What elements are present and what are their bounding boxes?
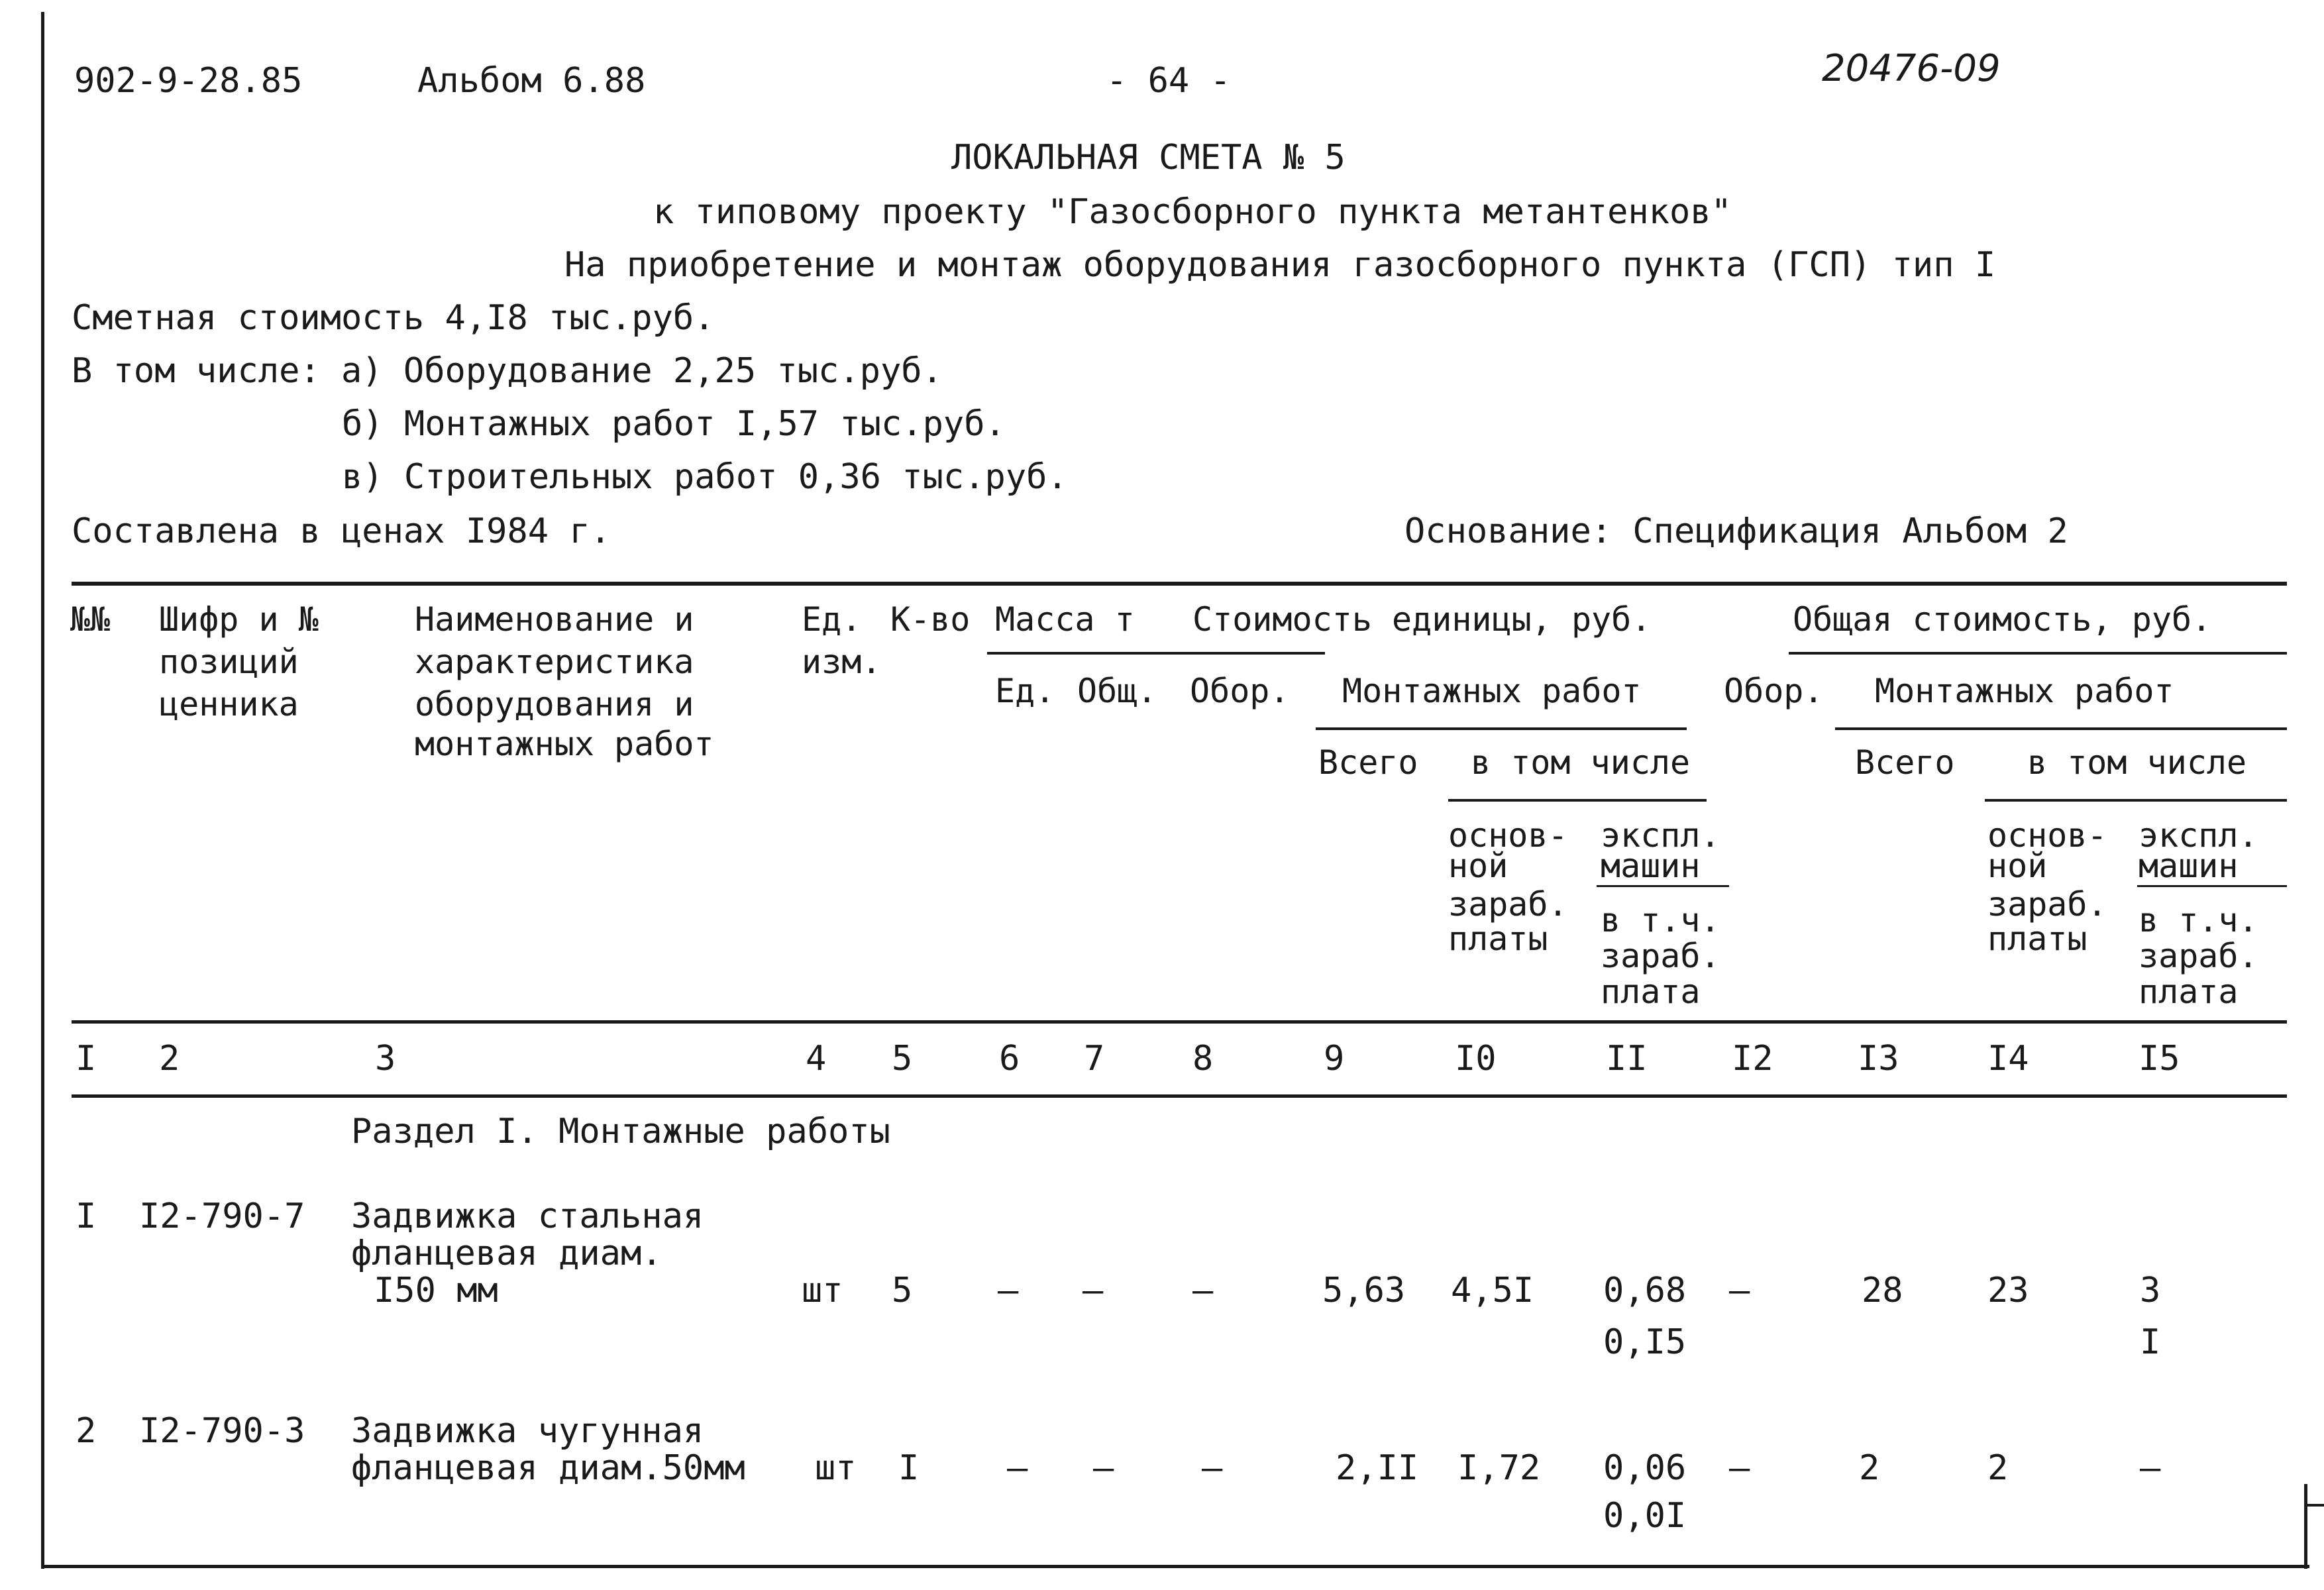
col-code-header-2: позиций: [159, 643, 299, 681]
row1-machines-sum: 3: [2140, 1271, 2161, 1310]
col-name-header-1: Наименование и: [415, 600, 694, 639]
col-number-8: 8: [1192, 1039, 1214, 1079]
row1-install-total: 5,63: [1322, 1271, 1406, 1310]
col-base-wage-sum-3: зараб.: [1987, 885, 2107, 924]
col-number-2: 2: [159, 1039, 180, 1079]
col-name-header-3: оборудования и: [415, 685, 694, 723]
row2-equip: –: [1202, 1448, 1223, 1488]
col-qty-header: К-во: [890, 600, 971, 639]
scope-title: На приобретение и монтаж оборудования газосборного пункта (ГСП) тип I: [564, 245, 1996, 285]
col-machines-wage-3: плата: [1601, 973, 1701, 1011]
col-machines-1: экспл.: [1601, 816, 1720, 855]
col-number-12: I2: [1732, 1039, 1773, 1079]
row2-machines: 0,06: [1603, 1448, 1687, 1488]
row2-equip-total: –: [1729, 1448, 1750, 1488]
row1-mass-unit: –: [998, 1271, 1019, 1310]
row1-base-wage-sum: 23: [1987, 1271, 2029, 1310]
rule-install-total: [1835, 727, 2287, 730]
row1-equip-total: –: [1729, 1271, 1750, 1310]
rule-including-total: [1985, 799, 2287, 802]
row2-machines-wage: 0,0I: [1603, 1496, 1687, 1536]
col-number-15: I5: [2139, 1039, 2180, 1079]
row1-no: I: [76, 1196, 97, 1236]
project-title: к типовому проекту "Газосборного пункта метантенков": [653, 192, 1732, 232]
page-right-mark: [2304, 1484, 2307, 1569]
col-mass-unit-header: Ед.: [995, 672, 1055, 710]
col-total-unit-header: Всего: [1318, 743, 1418, 782]
rule-total-cost: [1789, 652, 2287, 655]
col-base-wage-3: зараб.: [1448, 885, 1568, 924]
archive-stamp: 20476-09: [1822, 47, 2001, 90]
col-base-wage-sum-4: платы: [1987, 920, 2087, 958]
col-name-header-4: монтажных работ: [415, 725, 714, 763]
rule-including-unit: [1448, 799, 1707, 802]
col-number-7: 7: [1084, 1039, 1105, 1079]
cost-equipment: В том числе: а) Оборудование 2,25 тыс.руб.: [72, 351, 943, 391]
row2-qty: I: [898, 1448, 920, 1488]
row2-base-wage-sum: 2: [1987, 1448, 2009, 1488]
col-no-header: №№: [70, 600, 111, 639]
rule-install-unit: [1316, 727, 1687, 730]
row2-mass-unit: –: [1007, 1448, 1028, 1488]
section-title: Раздел I. Монтажные работы: [351, 1112, 890, 1151]
page-left-border: [41, 12, 44, 1569]
rule-mass-cost: [987, 652, 1325, 655]
col-including-unit-header: в том числе: [1471, 743, 1691, 782]
col-unit-header-2: изм.: [802, 643, 882, 681]
row2-machines-sum: –: [2140, 1448, 2161, 1488]
row1-code: I2-790-7: [139, 1196, 305, 1236]
col-unit-cost-header: Стоимость единицы, руб.: [1192, 600, 1652, 639]
estimated-cost: Сметная стоимость 4,I8 тыс.руб.: [72, 298, 715, 338]
table-top-rule: [72, 582, 2287, 586]
col-number-10: I0: [1455, 1039, 1497, 1079]
col-number-3: 3: [375, 1039, 396, 1079]
row1-name-2: фланцевая диам.: [351, 1234, 662, 1273]
col-number-13: I3: [1858, 1039, 1899, 1079]
rule-machines-total: [2137, 885, 2287, 887]
col-machines-sum-1: экспл.: [2139, 816, 2258, 855]
col-base-wage-sum-1: основ-: [1987, 816, 2107, 855]
row2-name-1: Задвижка чугунная: [351, 1411, 704, 1451]
page-number: - 64 -: [1106, 61, 1231, 101]
col-total-total-header: Всего: [1855, 743, 1955, 782]
row1-name-1: Задвижка стальная: [351, 1196, 704, 1236]
col-base-wage-4: платы: [1448, 920, 1548, 958]
col-name-header-2: характеристика: [415, 643, 694, 681]
col-machines-sum-2: машин: [2139, 847, 2239, 885]
row1-name-3: I50 мм: [374, 1271, 498, 1310]
col-mass-total-header: Общ.: [1077, 672, 1157, 710]
col-equip-total-header: Обор.: [1724, 672, 1824, 710]
col-total-cost-header: Общая стоимость, руб.: [1793, 600, 2212, 639]
col-base-wage-1: основ-: [1448, 816, 1568, 855]
row1-install-sum: 28: [1862, 1271, 1903, 1310]
row2-install-total: 2,II: [1336, 1448, 1419, 1488]
doc-code: 902-9-28.85: [74, 61, 303, 101]
row1-unit: шт: [802, 1271, 843, 1310]
row1-machines: 0,68: [1603, 1271, 1687, 1310]
col-base-wage-2: ной: [1448, 847, 1508, 885]
col-code-header-3: ценника: [159, 685, 299, 723]
row2-code: I2-790-3: [139, 1411, 305, 1451]
row1-equip: –: [1192, 1271, 1214, 1310]
col-code-header-1: Шифр и №: [159, 600, 319, 639]
row2-base-wage: I,72: [1457, 1448, 1541, 1488]
col-number-14: I4: [1987, 1039, 2029, 1079]
page-right-tick: [2304, 1504, 2324, 1507]
col-number-9: 9: [1324, 1039, 1345, 1079]
col-machines-wage-sum-3: плата: [2139, 973, 2239, 1011]
col-number-11: II: [1606, 1039, 1648, 1079]
col-number-4: 4: [806, 1039, 827, 1079]
col-including-total-header: в том числе: [2027, 743, 2247, 782]
rule-colnums-bottom: [72, 1094, 2287, 1098]
col-base-wage-sum-2: ной: [1987, 847, 2048, 885]
row1-mass-total: –: [1083, 1271, 1104, 1310]
col-unit-header-1: Ед.: [802, 600, 862, 639]
row2-install-sum: 2: [1859, 1448, 1880, 1488]
col-equip-unit-header: Обор.: [1190, 672, 1290, 710]
col-machines-wage-2: зараб.: [1601, 937, 1720, 975]
rule-header-bottom: [72, 1020, 2287, 1024]
col-number-5: 5: [892, 1039, 913, 1079]
cost-installation: б) Монтажных работ I,57 тыс.руб.: [342, 404, 1006, 444]
row2-no: 2: [76, 1411, 97, 1451]
col-machines-2: машин: [1601, 847, 1701, 885]
cost-construction: в) Строительных работ 0,36 тыс.руб.: [342, 457, 1068, 497]
row2-mass-total: –: [1093, 1448, 1114, 1488]
row1-machines-wage-sum: I: [2140, 1322, 2161, 1362]
col-number-6: 6: [999, 1039, 1020, 1079]
col-machines-wage-1: в т.ч.: [1601, 901, 1720, 939]
col-machines-wage-sum-2: зараб.: [2139, 937, 2258, 975]
row1-base-wage: 4,5I: [1451, 1271, 1534, 1310]
row1-machines-wage: 0,I5: [1603, 1322, 1687, 1362]
estimate-basis: Основание: Спецификация Альбом 2: [1404, 511, 2068, 551]
estimate-title: ЛОКАЛЬНАЯ СМЕТА № 5: [951, 138, 1346, 178]
col-install-unit-header: Монтажных работ: [1342, 672, 1642, 710]
col-machines-wage-sum-1: в т.ч.: [2139, 901, 2258, 939]
col-install-total-header: Монтажных работ: [1875, 672, 2174, 710]
row2-unit: шт: [815, 1448, 857, 1488]
row2-name-2: фланцевая диам.50мм: [351, 1448, 745, 1488]
col-number-1: I: [76, 1039, 97, 1079]
row1-qty: 5: [892, 1271, 913, 1310]
album-label: Альбом 6.88: [417, 61, 646, 101]
price-base: Составлена в ценах I984 г.: [72, 511, 611, 551]
page-bottom-border: [41, 1565, 2309, 1568]
rule-machines-unit: [1597, 885, 1729, 887]
col-mass-header: Масса т: [995, 600, 1135, 639]
